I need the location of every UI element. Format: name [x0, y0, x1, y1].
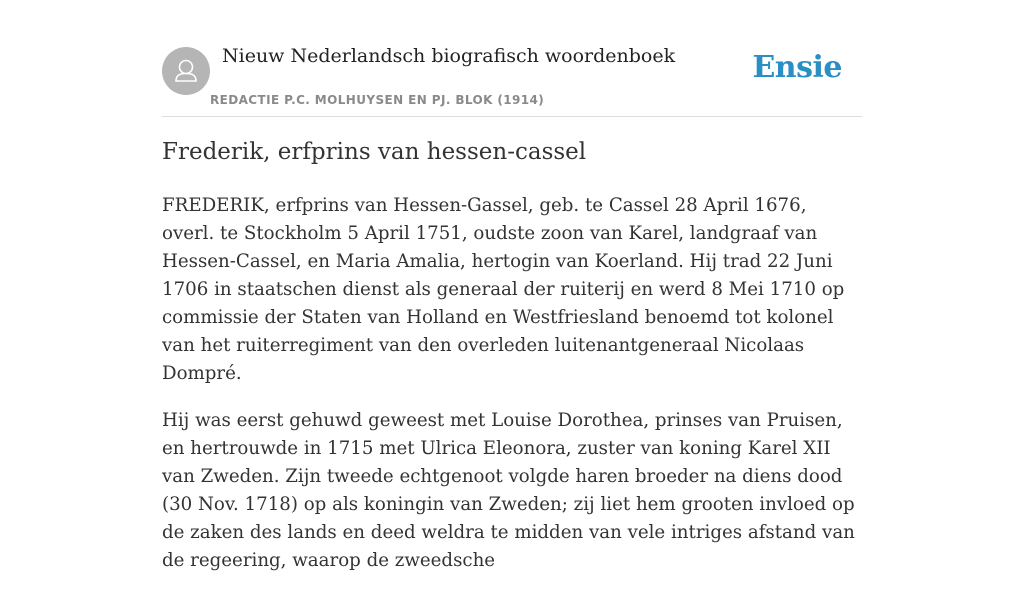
user-avatar-icon[interactable]	[162, 47, 210, 95]
article-container	[162, 0, 862, 571]
book-title[interactable]: Nieuw Nederlandsch biografisch woordenboek	[222, 45, 676, 67]
book-editors: REDACTIE P.C. MOLHUYSEN EN PJ. BLOK (1914)	[210, 93, 545, 107]
entry-body	[162, 192, 862, 594]
brand-logo[interactable]: Ensie	[752, 50, 842, 85]
book-header	[162, 0, 862, 117]
entry-title: Frederik, erfprins van hessen-cassel	[162, 139, 587, 165]
entry-paragraph: Hij was eerst gehuwd geweest met Louise Dorothea, prinses van Pruisen, en hertrouwde in 1715 met Ulrica Eleonora, zuster van koning Karel XII van Zweden. Zijn tweede echtgenoot volgde haren broeder na diens dood (30 Nov. 1718) op als koningin van Zweden; zij liet hem grooten invloed op de zaken des lands en deed weldra te midden van vele intriges afstand van de regeering, waarop de zweedsche	[162, 410, 855, 571]
entry-paragraph: FREDERIK, erfprins van Hessen-Gassel, geb. te Cassel 28 April 1676, overl. te Stockholm 5 April 1751, oudste zoon van Karel, landgraaf van Hessen-Cassel, en Maria Amalia, hertogin van Koerland. Hij trad 22 Juni 1706 in staatschen dienst als generaal der ruiterij en werd 8 Mei 1710 op commissie der Staten van Holland en Westfriesland benoemd tot kolonel van het ruiterregiment van den overleden luitenantgeneraal Nicolaas Dompré.	[162, 195, 845, 384]
